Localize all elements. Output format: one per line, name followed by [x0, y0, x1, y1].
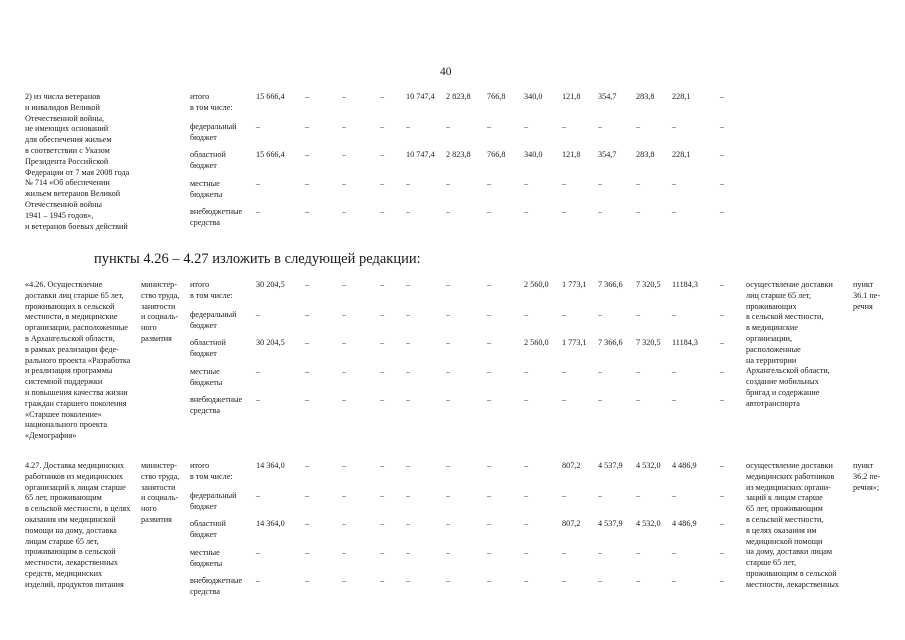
funding-value: 354,7 [598, 150, 617, 159]
funding-value: – [720, 92, 725, 101]
funding-value: – [406, 207, 411, 216]
funding-value: – [342, 310, 347, 319]
funding-value: – [562, 310, 567, 319]
funding-value: 228,1 [672, 92, 691, 101]
measure-description: 4.27. Доставка медицинских работников из медицинских организаций к лицам старше 65 лет, проживающим в сельской местности, в целях оказания им медицинской помощи на дому, доставка лицам старше 65 лет, проживающим в сельской местности, лекарственных средств, медицинских изделий, продуктов питания [25, 461, 131, 589]
funding-value: – [380, 92, 385, 101]
funding-source-label: местные бюджеты [190, 548, 223, 568]
funding-value: – [406, 576, 411, 585]
funding-value: – [524, 367, 529, 376]
funding-value: – [380, 395, 385, 404]
funding-value: – [380, 461, 385, 470]
funding-value: – [524, 207, 529, 216]
funding-value: – [524, 395, 529, 404]
funding-value: – [406, 338, 411, 347]
funding-value: – [562, 548, 567, 557]
funding-value: – [342, 576, 347, 585]
funding-value: – [342, 92, 347, 101]
funding-value: – [720, 122, 725, 131]
funding-value: – [487, 461, 492, 470]
funding-value: – [598, 207, 603, 216]
funding-value: – [446, 367, 451, 376]
funding-value: – [720, 207, 725, 216]
funding-value: 2 560,0 [524, 338, 549, 347]
funding-source-label: итого в том числе: [190, 280, 233, 300]
funding-value: – [636, 395, 641, 404]
funding-value: – [305, 367, 310, 376]
funding-value: 807,2 [562, 519, 581, 528]
funding-value: – [342, 280, 347, 289]
funding-value: 30 204,5 [256, 280, 285, 289]
funding-value: – [380, 548, 385, 557]
funding-value: – [487, 338, 492, 347]
funding-value: – [406, 395, 411, 404]
funding-value: – [720, 338, 725, 347]
funding-value: – [305, 280, 310, 289]
funding-value: – [562, 576, 567, 585]
funding-value: – [406, 548, 411, 557]
funding-value: – [305, 92, 310, 101]
funding-value: – [380, 367, 385, 376]
funding-value: – [562, 179, 567, 188]
funding-value: – [672, 491, 677, 500]
funding-value: – [256, 122, 261, 131]
funding-value: – [406, 461, 411, 470]
funding-value: – [672, 395, 677, 404]
funding-value: – [487, 576, 492, 585]
funding-value: 7 366,6 [598, 338, 623, 347]
funding-value: – [342, 179, 347, 188]
funding-value: – [720, 461, 725, 470]
reference-cell: пункт 36.2 пе- речня»; [853, 461, 881, 492]
funding-value: – [342, 548, 347, 557]
funding-value: – [406, 310, 411, 319]
funding-value: – [524, 576, 529, 585]
funding-value: – [524, 519, 529, 528]
funding-value: – [672, 548, 677, 557]
funding-value: – [446, 310, 451, 319]
funding-value: 2 823,8 [446, 150, 471, 159]
funding-source-label: местные бюджеты [190, 179, 223, 199]
funding-value: – [562, 491, 567, 500]
funding-value: – [446, 207, 451, 216]
funding-value: – [598, 367, 603, 376]
funding-value: 121,8 [562, 92, 581, 101]
funding-source-label: внебюджетные средства [190, 207, 243, 227]
funding-value: – [380, 207, 385, 216]
funding-value: – [342, 150, 347, 159]
funding-value: 121,8 [562, 150, 581, 159]
funding-value: – [672, 179, 677, 188]
funding-value: – [406, 367, 411, 376]
funding-value: – [446, 461, 451, 470]
funding-value: – [342, 207, 347, 216]
funding-value: – [380, 122, 385, 131]
funding-value: – [256, 179, 261, 188]
executor-cell: министер- ство труда, занятости и социаль- ного развития [141, 461, 180, 524]
funding-value: – [256, 207, 261, 216]
reference-cell: пункт 36.1 пе- речня [853, 280, 881, 311]
funding-value: – [720, 310, 725, 319]
funding-value: – [305, 461, 310, 470]
funding-value: – [720, 150, 725, 159]
funding-value: – [305, 519, 310, 528]
funding-value: – [305, 179, 310, 188]
funding-value: – [487, 179, 492, 188]
funding-value: – [342, 338, 347, 347]
funding-value: – [636, 207, 641, 216]
funding-value: – [720, 548, 725, 557]
page-number: 40 [440, 66, 452, 78]
funding-value: 807,2 [562, 461, 581, 470]
funding-value: 1 773,1 [562, 338, 587, 347]
funding-source-label: областной бюджет [190, 519, 226, 539]
funding-value: 11184,3 [672, 338, 699, 347]
funding-value: – [636, 548, 641, 557]
funding-value: – [406, 280, 411, 289]
result-cell: осуществление доставки медицинских работников из медицинских органи- заций к лицам старше 65 лет, проживающим в сельской местности, в целях оказания им медицинской помощи на дому, доставки лицам старше 65 лет, проживающим в сельской местности, лекарственных [746, 461, 839, 589]
funding-value: 4 486,9 [672, 461, 697, 470]
funding-value: 4 486,9 [672, 519, 697, 528]
funding-value: – [720, 519, 725, 528]
funding-value: – [598, 310, 603, 319]
measure-description: 2) из числа ветеранов и инвалидов Великой Отечественной войны, не имеющих оснований для обеспечения жильем в соответствии с Указом Президента Российской Федерации от 7 мая 2008 года № 714 «Об обеспечении жильем ветеранов Великой Отечественной войны 1941 – 1945 годов», и ветеранов боевых действий [25, 92, 130, 231]
funding-value: – [720, 491, 725, 500]
funding-value: – [636, 367, 641, 376]
funding-value: – [406, 491, 411, 500]
funding-value: – [305, 491, 310, 500]
funding-value: – [562, 122, 567, 131]
funding-value: – [256, 310, 261, 319]
funding-value: – [256, 491, 261, 500]
result-cell: осуществление доставки лиц старше 65 лет, проживающих в сельской местности, в медицинские организации, расположенные на территории Архангельской области, создание мобильных бригад и содержание автотранспорта [746, 280, 833, 408]
funding-value: 7 366,6 [598, 280, 623, 289]
funding-value: – [636, 576, 641, 585]
funding-value: – [524, 122, 529, 131]
funding-value: – [598, 395, 603, 404]
funding-value: 354,7 [598, 92, 617, 101]
funding-value: – [342, 122, 347, 131]
funding-value: – [487, 548, 492, 557]
funding-value: – [487, 310, 492, 319]
funding-value: – [446, 122, 451, 131]
funding-source-label: местные бюджеты [190, 367, 223, 387]
funding-value: 7 320,5 [636, 338, 661, 347]
funding-value: 15 666,4 [256, 92, 285, 101]
funding-source-label: областной бюджет [190, 338, 226, 358]
funding-value: 283,8 [636, 150, 655, 159]
funding-value: – [636, 179, 641, 188]
funding-value: – [342, 491, 347, 500]
funding-value: – [524, 179, 529, 188]
funding-source-label: внебюджетные средства [190, 395, 243, 415]
funding-value: – [524, 491, 529, 500]
funding-value: 4 537,9 [598, 461, 623, 470]
funding-value: – [256, 367, 261, 376]
funding-value: 766,8 [487, 92, 506, 101]
funding-value: – [256, 395, 261, 404]
funding-value: – [562, 367, 567, 376]
funding-source-label: внебюджетные средства [190, 576, 243, 596]
funding-value: 7 320,5 [636, 280, 661, 289]
measure-description: «4.26. Осуществление доставки лиц старше 65 лет, проживающих в сельской местности, в медицинские организации, расположенные в Архангельской области, в рамках реализации феде- рального проекта «Разработка и реализация программы системной поддержки и повышения качества жизни граждан старшего поколения «Старшее поколение» национального проекта «Демография» [25, 280, 131, 441]
funding-value: – [446, 576, 451, 585]
funding-value: – [720, 280, 725, 289]
funding-value: – [562, 207, 567, 216]
funding-value: 283,8 [636, 92, 655, 101]
funding-value: – [598, 576, 603, 585]
funding-value: – [446, 519, 451, 528]
funding-value: – [720, 179, 725, 188]
funding-value: – [487, 519, 492, 528]
funding-value: – [636, 491, 641, 500]
funding-value: 10 747,4 [406, 92, 435, 101]
funding-value: – [672, 367, 677, 376]
funding-source-label: областной бюджет [190, 150, 226, 170]
funding-value: – [380, 179, 385, 188]
funding-value: 2 823,8 [446, 92, 471, 101]
funding-value: 4 537,9 [598, 519, 623, 528]
funding-value: – [487, 367, 492, 376]
funding-value: 228,1 [672, 150, 691, 159]
funding-value: – [380, 310, 385, 319]
funding-value: 766,8 [487, 150, 506, 159]
funding-value: 11184,3 [672, 280, 699, 289]
funding-value: – [487, 122, 492, 131]
funding-value: – [406, 179, 411, 188]
funding-value: 14 364,0 [256, 519, 285, 528]
funding-value: – [524, 310, 529, 319]
funding-value: 340,0 [524, 92, 543, 101]
funding-value: – [342, 461, 347, 470]
funding-value: – [380, 491, 385, 500]
funding-value: 14 364,0 [256, 461, 285, 470]
funding-value: – [305, 310, 310, 319]
funding-value: – [342, 367, 347, 376]
funding-value: – [305, 548, 310, 557]
funding-value: – [562, 395, 567, 404]
funding-value: 340,0 [524, 150, 543, 159]
funding-value: – [598, 491, 603, 500]
funding-value: – [720, 576, 725, 585]
funding-source-label: федеральный бюджет [190, 491, 237, 511]
funding-value: – [487, 280, 492, 289]
funding-value: – [524, 548, 529, 557]
funding-value: – [598, 179, 603, 188]
funding-value: – [636, 310, 641, 319]
funding-value: – [406, 519, 411, 528]
funding-value: 1 773,1 [562, 280, 587, 289]
funding-value: – [305, 395, 310, 404]
funding-value: – [380, 519, 385, 528]
funding-value: – [342, 519, 347, 528]
funding-value: 4 532,0 [636, 461, 661, 470]
funding-value: – [720, 367, 725, 376]
funding-value: – [406, 122, 411, 131]
funding-value: – [446, 179, 451, 188]
funding-value: 2 560,0 [524, 280, 549, 289]
funding-value: – [446, 491, 451, 500]
funding-value: 15 666,4 [256, 150, 285, 159]
funding-value: – [342, 395, 347, 404]
executor-cell: министер- ство труда, занятости и социаль- ного развития [141, 280, 180, 343]
funding-value: – [487, 491, 492, 500]
funding-value: – [598, 122, 603, 131]
funding-value: – [305, 122, 310, 131]
funding-value: – [380, 338, 385, 347]
funding-value: – [598, 548, 603, 557]
funding-value: – [380, 150, 385, 159]
funding-value: – [487, 207, 492, 216]
funding-value: – [672, 122, 677, 131]
funding-value: – [380, 280, 385, 289]
funding-value: – [305, 576, 310, 585]
funding-source-label: итого в том числе: [190, 92, 233, 112]
funding-value: – [720, 395, 725, 404]
funding-value: – [446, 280, 451, 289]
funding-value: – [446, 548, 451, 557]
funding-value: – [380, 576, 385, 585]
section-heading: пункты 4.26 – 4.27 изложить в следующей редакции: [94, 251, 421, 267]
funding-value: – [672, 207, 677, 216]
funding-value: – [256, 548, 261, 557]
funding-value: 30 204,5 [256, 338, 285, 347]
funding-value: – [446, 395, 451, 404]
funding-source-label: итого в том числе: [190, 461, 233, 481]
funding-value: – [446, 338, 451, 347]
funding-value: – [672, 310, 677, 319]
funding-source-label: федеральный бюджет [190, 310, 237, 330]
funding-value: 4 532,0 [636, 519, 661, 528]
funding-value: – [305, 207, 310, 216]
funding-value: – [305, 338, 310, 347]
funding-value: – [305, 150, 310, 159]
funding-value: – [672, 576, 677, 585]
funding-value: – [636, 122, 641, 131]
funding-value: – [256, 576, 261, 585]
funding-value: – [487, 395, 492, 404]
funding-value: – [524, 461, 529, 470]
funding-source-label: федеральный бюджет [190, 122, 237, 142]
funding-value: 10 747,4 [406, 150, 435, 159]
